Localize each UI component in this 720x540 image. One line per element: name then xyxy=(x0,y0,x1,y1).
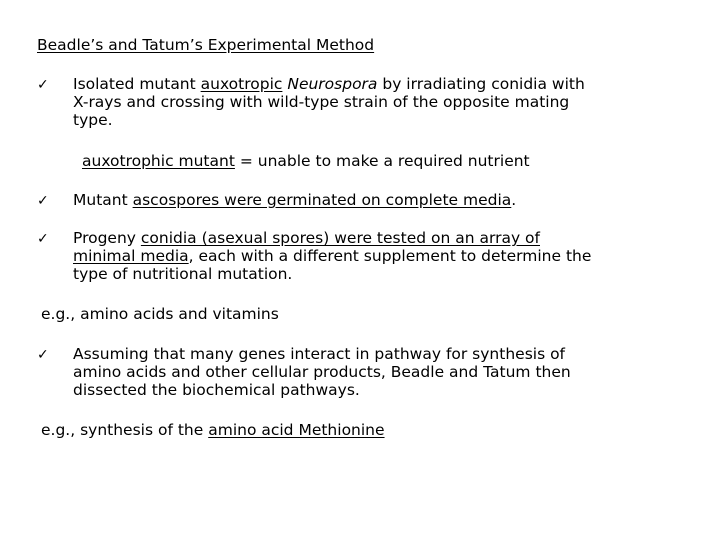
text-segment: Isolated mutant xyxy=(73,75,201,93)
methionine-phrase: amino acid Methionine xyxy=(208,421,385,439)
bullet1-line3: type. xyxy=(73,111,113,129)
example-amino-acids: e.g., amino acids and vitamins xyxy=(41,305,279,323)
bullet-mutant-ascospores xyxy=(73,191,693,209)
minimal-media-phrase: minimal media xyxy=(73,247,189,265)
slide-title: Beadle’s and Tatum’s Experimental Method xyxy=(37,36,375,54)
checkmark-icon: ✓ xyxy=(37,347,49,363)
bullet-progeny-conidia xyxy=(73,229,693,283)
text-segment: e.g., synthesis of the xyxy=(41,421,209,439)
conidia-phrase: conidia (asexual spores) were tested on an array of xyxy=(140,229,540,247)
checkmark-icon: ✓ xyxy=(37,193,49,209)
auxotrophic-mutant-term: auxotrophic mutant xyxy=(82,152,235,170)
checkmark-icon: ✓ xyxy=(37,231,49,247)
definition-line xyxy=(82,152,530,170)
example-methionine xyxy=(41,421,385,439)
text-segment: Progeny xyxy=(73,229,141,247)
text-segment: , each with a different supplement to determine the xyxy=(188,247,592,265)
bullet1-line2: X-rays and crossing with wild-type strain of the opposite mating xyxy=(73,93,570,111)
definition-text: = unable to make a required nutrient xyxy=(234,152,530,170)
bullet3-line1 xyxy=(73,229,693,247)
bullet4-line3: dissected the biochemical pathways. xyxy=(73,381,360,399)
ascospores-phrase: ascospores were germinated on complete media xyxy=(132,191,512,209)
checkmark-icon: ✓ xyxy=(37,77,49,93)
neurospora-term: Neurospora xyxy=(287,75,378,93)
text-segment: Mutant xyxy=(73,191,133,209)
bullet4-line1: Assuming that many genes interact in pathway for synthesis of xyxy=(73,345,566,363)
bullet3-line3: type of nutritional mutation. xyxy=(73,265,293,283)
bullet1-line1 xyxy=(73,75,693,93)
bullet3-line2 xyxy=(73,247,693,265)
text-segment: by irradiating conidia with xyxy=(377,75,585,93)
bullet-assuming-genes xyxy=(73,345,693,399)
auxotropic-term: auxotropic xyxy=(200,75,283,93)
bullet-isolated-mutant xyxy=(73,75,693,129)
bullet4-line2: amino acids and other cellular products, Beadle and Tatum then xyxy=(73,363,571,381)
text-segment: . xyxy=(511,191,517,209)
